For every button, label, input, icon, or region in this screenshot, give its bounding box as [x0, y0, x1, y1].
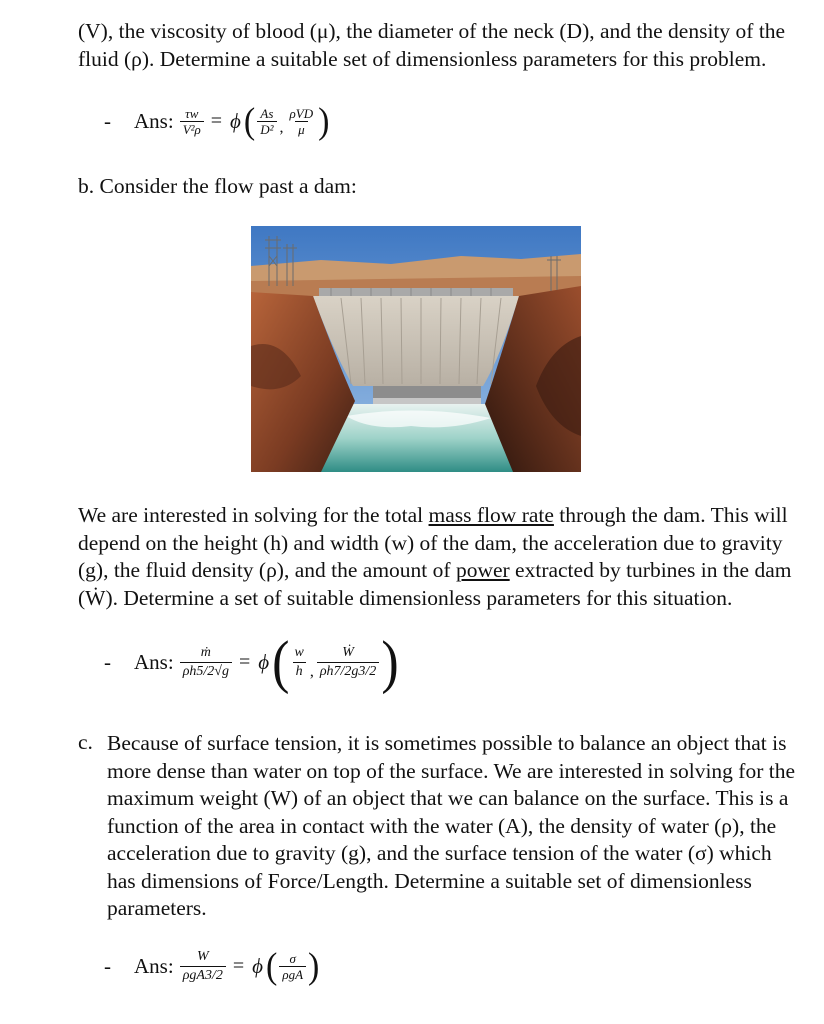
lhs-fraction: $\frac{W}{\text{ρgA3/2}}$: [180, 948, 226, 985]
dam-photo: [251, 226, 581, 472]
phi-function: ϕ: [258, 650, 270, 674]
answer-label: Ans:: [134, 109, 174, 133]
answer-dash: -: [104, 650, 111, 674]
phi-function: ϕ: [230, 109, 241, 133]
mass-flow-rate-link: mass flow rate: [428, 503, 554, 527]
answer-dash: -: [104, 109, 111, 133]
dam-illustration: [251, 226, 581, 472]
part-c-paragraph: Because of surface tension, it is sometimes possible to balance an object that is more dense than water on top of the surface. We are interested in solving for the maximum weight (W) of an object that we can balance on the surface. This is a function of the area in contact with the water (A), the density of water (ρ), the acceleration due to gravity (g), and the surface tension of the water (σ) which has dimensions of Force/Length. Determine a suitable set of dimensionless parameters.: [107, 731, 796, 920]
pi-group-2: $\frac{\text{ρVD}}{\mu}$: [289, 106, 314, 137]
part-b-answer: - Ans: $\frac{\text{ṁ}}{\rho h5/2√g}$ = ϕ ( $\frac{w}{h}$ , $\frac{\text{Ẇ}}{\rho h7/2g3/2}$ ): [104, 629, 399, 695]
phi-function: ϕ: [252, 954, 264, 978]
lhs-fraction: $\frac{\tau w}{\text{V²ρ}}$: [180, 106, 204, 137]
answer-dash: -: [104, 954, 111, 978]
part-a-paragraph: (V), the viscosity of blood (μ), the diameter of the neck (D), and the density of the fluid (ρ). Determine a suitable set of dimensionless parameters for this problem.: [78, 19, 786, 71]
part-b-paragraph: We are interested in solving for the total mass flow rate through the dam. This will depend on the height (h) and width (w) of the dam, the acceleration due to gravity (g), the fluid density (ρ), and the amount of power extracted by turbines in the dam (Ẇ). Determine a set of suitable dimensionless parameters for this situation.: [78, 503, 792, 610]
power-link: power: [455, 558, 510, 582]
part-a-answer: - Ans: $\frac{\tau w}{\text{V²ρ}}$ = ϕ ( $\frac{As}{\text{D²}}$ , $\frac{\text{ρVD}}{\mu}$ ): [104, 100, 330, 142]
part-b-heading: b. Consider the flow past a dam:: [78, 174, 357, 198]
pi-group-1: $\frac{w}{h}$: [294, 645, 304, 679]
part-c-label: c.: [78, 730, 93, 754]
pi-group-1: $\frac{As}{\text{D²}}$: [257, 106, 276, 137]
pi-group-1: $\frac{\sigma}{\text{ρgA}}$: [279, 951, 306, 982]
pi-group-2: $\frac{\text{Ẇ}}{\rho h7/2g3/2}$: [317, 644, 380, 681]
answer-label: Ans:: [134, 954, 174, 978]
lhs-fraction: $\frac{\text{ṁ}}{\rho h5/2√g}$: [180, 644, 232, 681]
part-c-answer: - Ans: $\frac{W}{\text{ρgA3/2}}$ = ϕ ( $\frac{\sigma}{\text{ρgA}}$ ): [104, 945, 320, 987]
answer-label: Ans:: [134, 650, 174, 674]
